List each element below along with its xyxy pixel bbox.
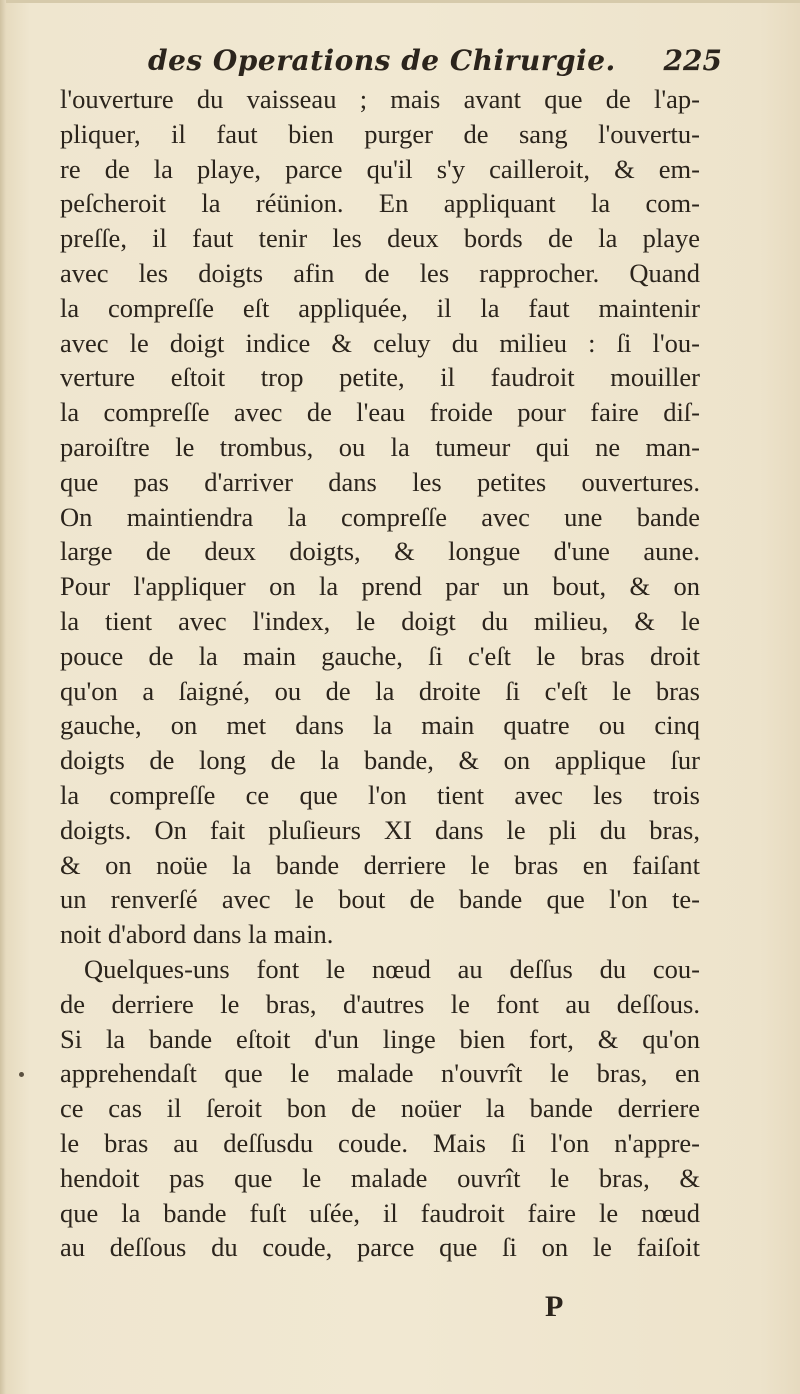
- text-line: On maintiendra la compreſſe avec une bande: [60, 501, 700, 532]
- text-line: qu'on a ſaigné, ou de la droite ſi c'eſt le bras: [60, 675, 700, 706]
- text-line: pouce de la main gauche, ſi c'eſt le bras droit: [60, 640, 700, 671]
- text-line: la compreſſe ce que l'on tient avec les trois: [60, 779, 700, 810]
- text-line: l'ouverture du vaisseau ; mais avant que de l'ap-: [60, 84, 700, 114]
- page-number: 225: [663, 44, 722, 77]
- paragraph-end-line: noit d'abord dans la main.: [60, 919, 334, 950]
- text-line: la tient avec l'index, le doigt du milieu, & le: [60, 605, 700, 636]
- text-line: que pas d'arriver dans les petites ouvertures.: [60, 466, 700, 497]
- text-line: large de deux doigts, & longue d'une aune.: [60, 536, 700, 567]
- text-line: doigts de long de la bande, & on applique ſur: [60, 745, 700, 776]
- text-line: pliquer, il faut bien purger de sang l'ouvertu-: [60, 118, 700, 149]
- gutter-shadow: [0, 0, 6, 1394]
- text-line: ce cas il ſeroit bon de noüer la bande derriere: [60, 1093, 700, 1124]
- text-line: preſſe, il faut tenir les deux bords de la playe: [60, 223, 700, 254]
- text-line: verture eſtoit trop petite, il faudroit mouiller: [60, 362, 700, 393]
- top-page-edge: [0, 0, 800, 3]
- signature-mark: P: [545, 1290, 564, 1323]
- text-line: paroiſtre le trombus, ou la tumeur qui ne man-: [60, 431, 700, 462]
- text-line: la compreſſe avec de l'eau froide pour faire diſ-: [60, 397, 700, 428]
- text-line: de derriere le bras, d'autres le font au deſſous.: [60, 988, 700, 1019]
- text-line: que la bande fuſt uſée, il faudroit faire le nœud: [60, 1197, 700, 1228]
- paragraph-start-line: Quelques-uns font le nœud au deſſus du cou-: [84, 953, 700, 984]
- text-line: & on noüe la bande derriere le bras en faiſant: [60, 849, 700, 880]
- text-line: re de la playe, parce qu'il s'y cailleroit, & em-: [60, 153, 700, 184]
- text-line: Si la bande eſtoit d'un linge bien fort, & qu'on: [60, 1023, 700, 1054]
- text-line: la compreſſe eſt appliquée, il la faut maintenir: [60, 292, 700, 323]
- text-line: gauche, on met dans la main quatre ou cinq: [60, 710, 700, 741]
- text-line: Pour l'appliquer on la prend par un bout, & on: [60, 571, 700, 602]
- body-text: [60, 82, 700, 1265]
- text-line: hendoit pas que le malade ouvrît le bras, &: [60, 1162, 700, 1193]
- margin-dot: [19, 1072, 24, 1077]
- text-line: peſcheroit la réünion. En appliquant la com-: [60, 188, 700, 219]
- text-line: doigts. On fait pluſieurs XI dans le pli du bras,: [60, 814, 700, 845]
- text-line: un renverſé avec le bout de bande que l'on te-: [60, 884, 700, 915]
- text-line: avec les doigts afin de les rapprocher. Quand: [60, 257, 700, 288]
- text-line: avec le doigt indice & celuy du milieu : ſi l'ou-: [60, 327, 700, 358]
- text-line: au deſſous du coude, parce que ſi on le faiſoit: [60, 1232, 700, 1263]
- running-head: des Operations de Chirurgie.: [148, 44, 616, 77]
- text-line: apprehendaſt que le malade n'ouvrît le bras, en: [60, 1058, 700, 1089]
- text-line: le bras au deſſusdu coude. Mais ſi l'on n'appre-: [60, 1127, 700, 1158]
